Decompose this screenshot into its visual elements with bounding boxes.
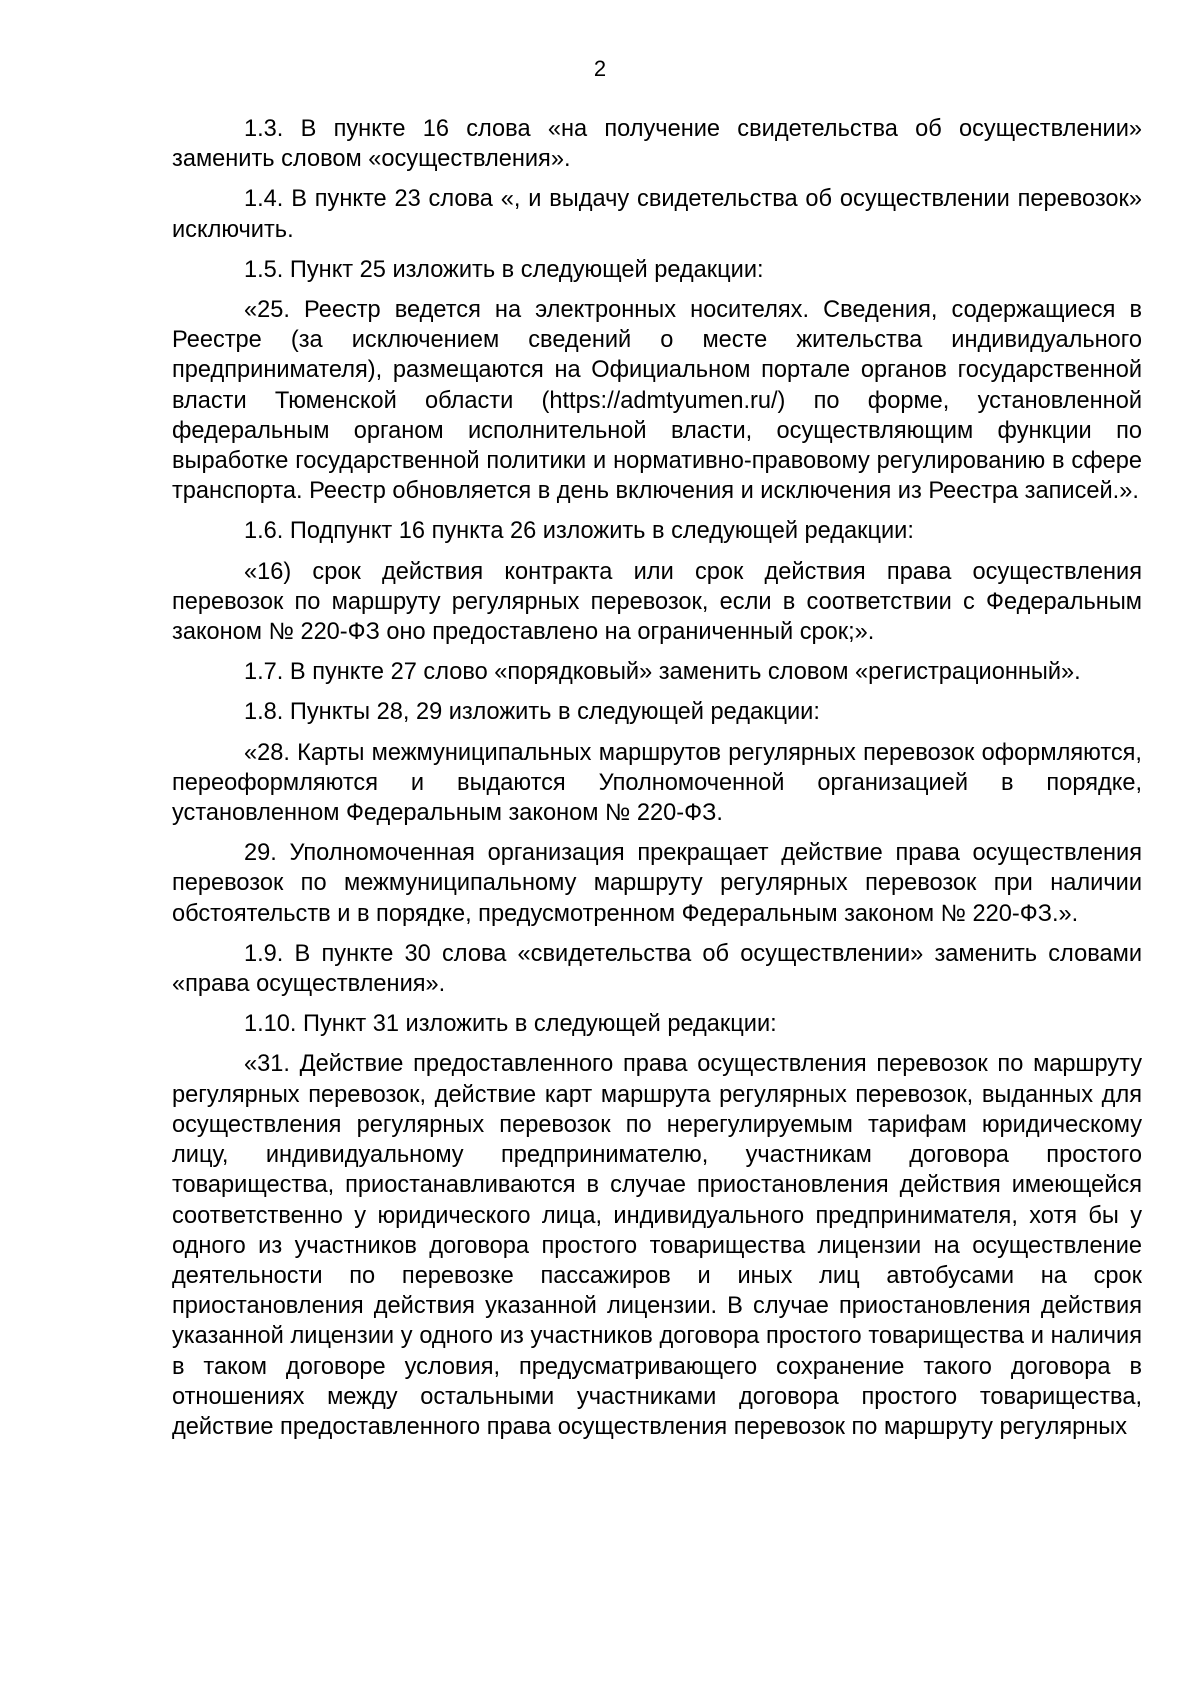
paragraph-25-text: «25. Реестр ведется на электронных носителях. Сведения, содержащиеся в Реестре (за исключением сведений о месте жительства индивидуального предпринимателя), размещаются на Официальном портале органов государственной власти Тюменской области (https://admtyumen.ru/) по форме, установленной федеральным органом исполнительной власти, осуществляющим функции по выработке государственной политики и нормативно-правовому регулированию в сфере транспорта. Реестр обновляется в день включения и исключения из Реестра записей.». (172, 297, 1142, 505)
paragraph-1-7: 1.7. В пункте 27 слово «порядковый» заменить словом «регистрационный». (244, 659, 1081, 686)
paragraph-1-4: 1.4. В пункте 23 слова «, и выдачу свидетельства об осуществлении перевозок» исключить. (172, 186, 1142, 243)
paragraph-31-text: «31. Действие предоставленного права осуществления перевозок по маршруту регулярных перевозок, действие карт маршрута регулярных перевозок, выданных для осуществления регулярных перевозок по нерегулируемым тарифам юридическому лицу, индивидуальному предпринимателю, участникам договора простого товарищества, приостанавливаются в случае приостановления действия имеющейся соответственно у юридического лица, индивидуального предпринимателя, хотя бы у одного из участников договора простого товарищества лицензии на осуществление деятельности по перевозке пассажиров и иных лиц автобусами на срок приостановления действия указанной лицензии. В случае приостановления действия указанной лицензии у одного из участников договора простого товарищества и наличия в таком договоре условия, предусматривающего сохранение такого договора в отношениях между остальными участниками договора простого товарищества, действие предоставленного права осуществления перевозок по маршруту регулярных (172, 1051, 1142, 1440)
paragraph-29-text: 29. Уполномоченная организация прекращает действие права осуществления перевозок по межмуниципальному маршруту регулярных перевозок при наличии обстоятельств и в порядке, предусмотренном Федеральным законом № 220-ФЗ.». (172, 840, 1142, 927)
paragraph-28-text: «28. Карты межмуниципальных маршрутов регулярных перевозок оформляются, переоформляются и выдаются Уполномоченной организацией в порядке, установленном Федеральным законом № 220-ФЗ. (172, 739, 1142, 827)
paragraph-1-10: 1.10. Пункт 31 изложить в следующей редакции: (244, 1011, 777, 1038)
paragraph-1-9: 1.9. В пункте 30 слова «свидетельства об осуществлении» заменить словами «права осуществления». (172, 940, 1142, 998)
page-number: 2 (593, 56, 607, 81)
paragraph-1-8: 1.8. Пункты 28, 29 изложить в следующей редакции: (244, 699, 820, 726)
paragraph-1-3: 1.3. В пункте 16 слова «на получение свидетельства об осуществлении» заменить словом «осуществления». (172, 116, 1142, 173)
paragraph-16-text: «16) срок действия контракта или срок действия права осуществления перевозок по маршруту регулярных перевозок, если в соответствии с Федеральным законом № 220-ФЗ оно предоставлено на ограниченный срок;». (172, 558, 1142, 646)
document-body (172, 114, 1142, 1452)
paragraph-1-6: 1.6. Подпункт 16 пункта 26 изложить в следующей редакции: (244, 518, 914, 545)
paragraph-1-5: 1.5. Пункт 25 изложить в следующей редакции: (244, 256, 764, 283)
